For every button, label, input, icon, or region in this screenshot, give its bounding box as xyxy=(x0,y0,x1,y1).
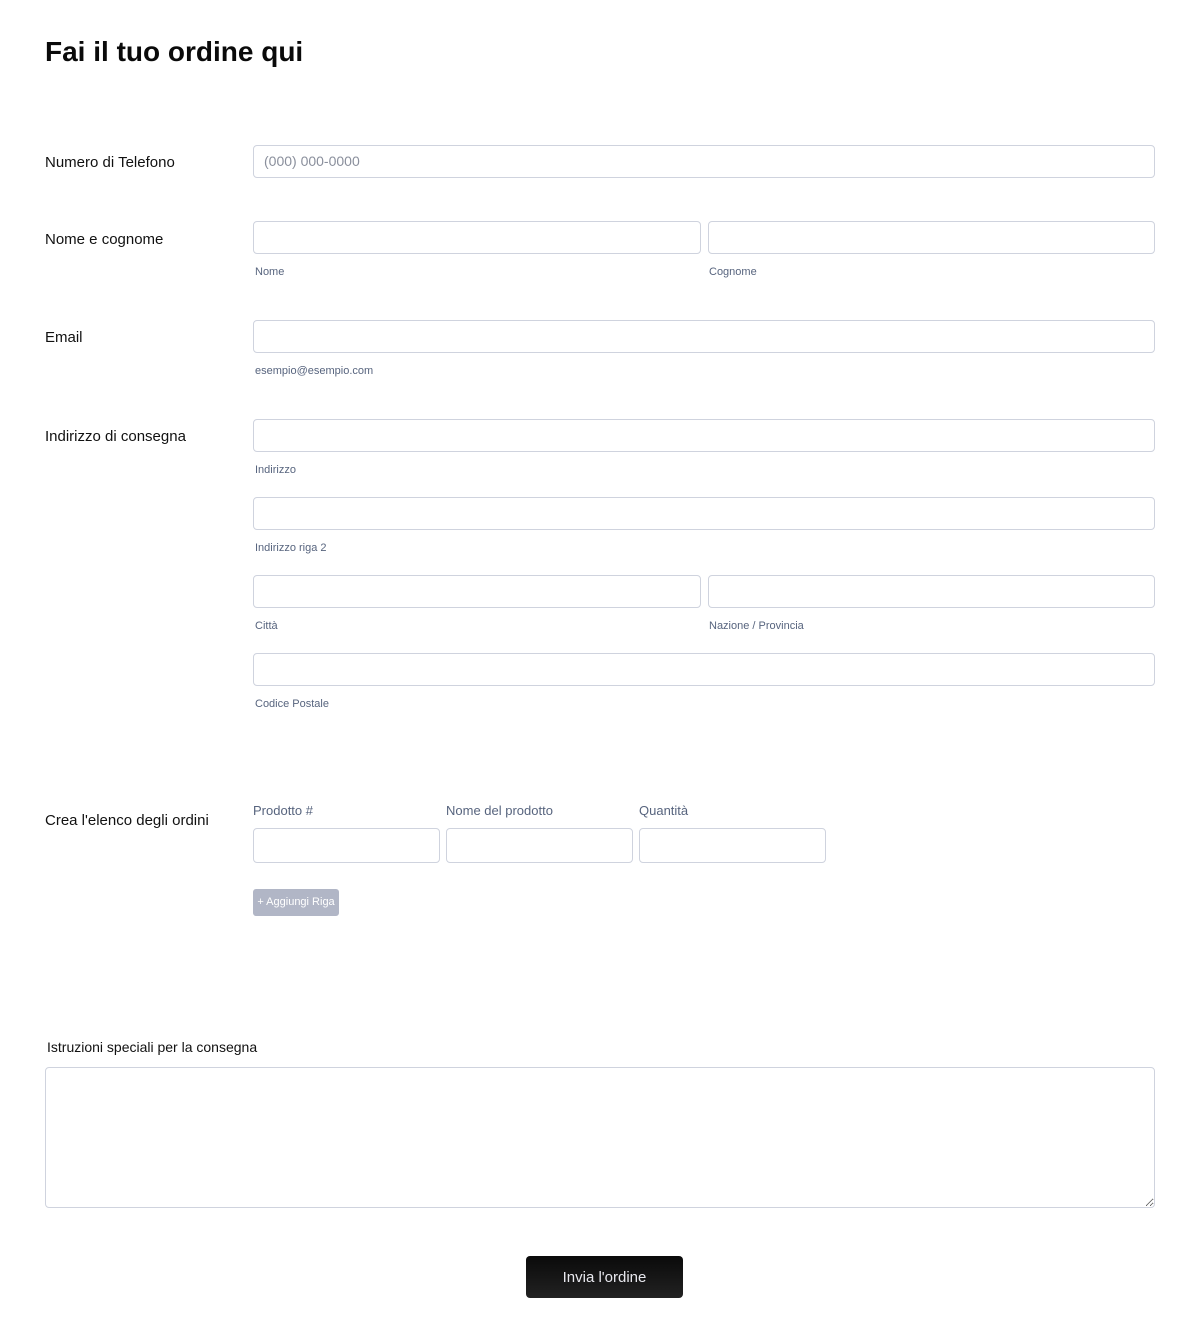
email-input[interactable] xyxy=(253,320,1155,353)
city-sublabel: Città xyxy=(255,620,278,632)
zip-sublabel: Codice Postale xyxy=(255,698,329,710)
address-label: Indirizzo di consegna xyxy=(45,428,186,445)
instructions-textarea[interactable] xyxy=(45,1067,1155,1208)
first-name-input[interactable] xyxy=(253,221,701,254)
column-header-quantity: Quantità xyxy=(639,803,689,818)
last-name-input[interactable] xyxy=(708,221,1155,254)
state-input[interactable] xyxy=(708,575,1155,608)
email-hint: esempio@esempio.com xyxy=(255,365,374,377)
name-label: Nome e cognome xyxy=(45,231,164,248)
product-name-input[interactable] xyxy=(446,828,633,863)
city-input[interactable] xyxy=(253,575,701,608)
column-header-product-number: Prodotto # xyxy=(253,803,313,818)
address-line1-input[interactable] xyxy=(253,419,1155,452)
instructions-label: Istruzioni speciali per la consegna xyxy=(47,1039,258,1055)
add-row-button[interactable]: + Aggiungi Riga xyxy=(253,889,339,916)
address-line1-sublabel: Indirizzo xyxy=(255,464,296,476)
address-line2-input[interactable] xyxy=(253,497,1155,530)
zip-input[interactable] xyxy=(253,653,1155,686)
page-title: Fai il tuo ordine qui xyxy=(45,36,304,67)
phone-label: Numero di Telefono xyxy=(45,154,175,171)
email-label: Email xyxy=(45,329,83,346)
last-name-sublabel: Cognome xyxy=(709,266,757,278)
state-sublabel: Nazione / Provincia xyxy=(709,620,804,632)
first-name-sublabel: Nome xyxy=(255,266,285,278)
phone-input[interactable]: (000) 000-0000 xyxy=(253,145,1155,178)
product-number-input[interactable] xyxy=(253,828,440,863)
quantity-input[interactable] xyxy=(639,828,826,863)
submit-button[interactable]: Invia l'ordine xyxy=(526,1256,683,1298)
address-line2-sublabel: Indirizzo riga 2 xyxy=(255,542,327,554)
column-header-product-name: Nome del prodotto xyxy=(446,803,553,818)
orders-label: Crea l'elenco degli ordini xyxy=(45,812,209,829)
